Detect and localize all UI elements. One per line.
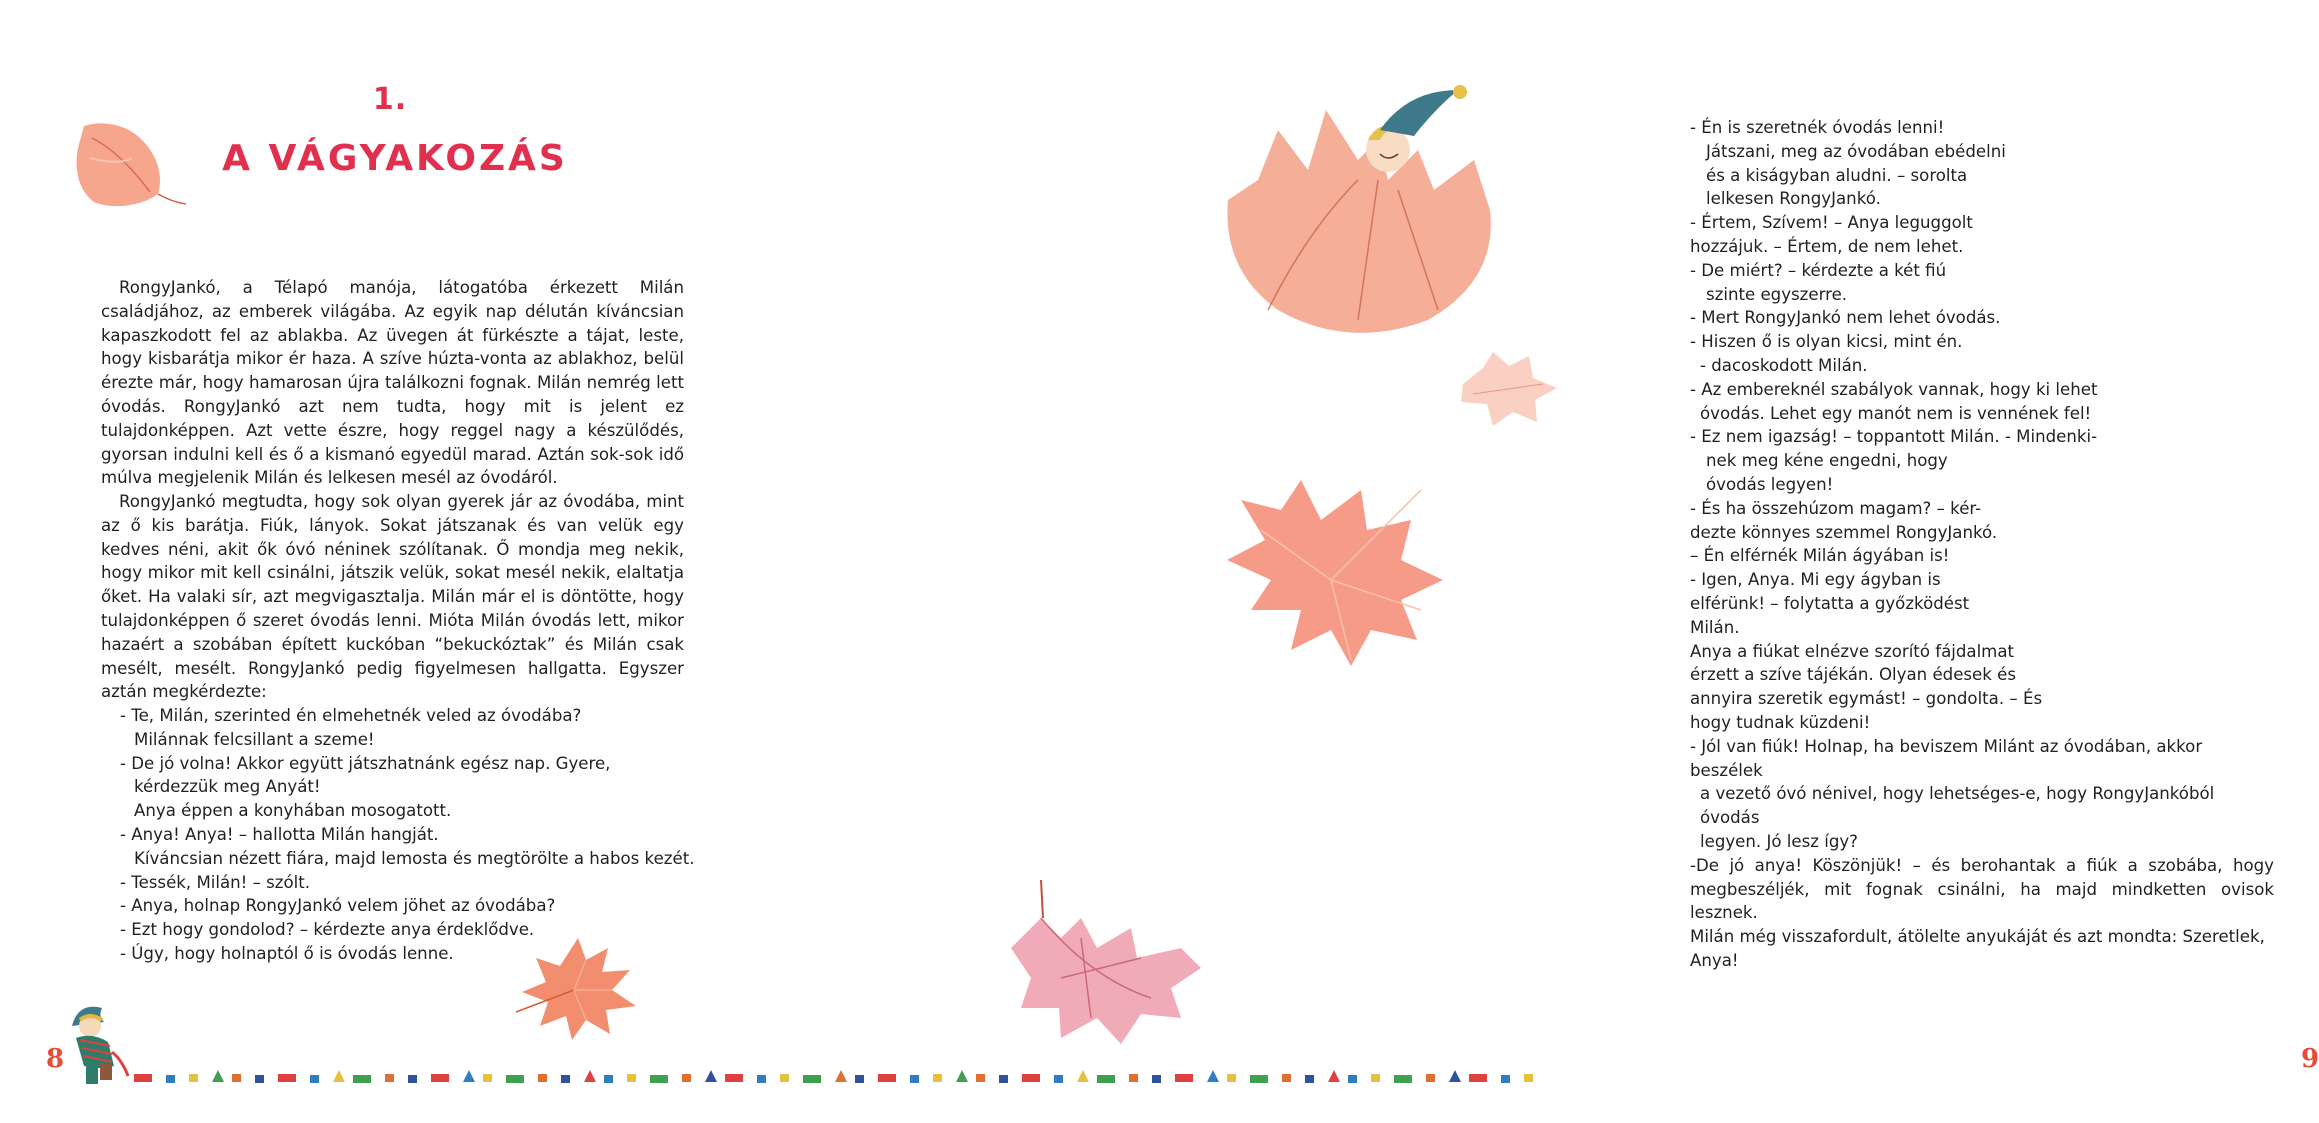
border-block (134, 1074, 152, 1082)
dialog-line: - Igen, Anya. Mi egy ágyban is (1690, 570, 1941, 590)
dialog-line: - Én is szeretnék óvodás lenni! (1690, 118, 1945, 137)
border-block (682, 1074, 691, 1082)
border-block (1054, 1075, 1063, 1083)
border-block (976, 1074, 985, 1082)
border-block (385, 1074, 394, 1082)
border-block (353, 1075, 371, 1083)
dialog-line: legyen. Jó lesz így? (1700, 831, 1858, 851)
border-block (189, 1074, 198, 1082)
border-block (604, 1075, 613, 1083)
story-paragraph-1: RongyJankó, a Télapó manója, látogatóba érkezett Milán családjához, az emberek világába. Az egyik nap délután kíváncsian kapaszkodott fel az ablakba. Az üvegen át fürkészte a tájat, leste, hogy kisbarátja mikor ér haza. A szíve húzta-vonta az ablakhoz, belül érezte már, hogy hamarosan újra találkozni fognak. Milán nemrég lett óvodás. RongyJankó azt nem tudta, hogy mit is jelent ez tulajdonképpen. Azt vette észre, hogy reggel nagy a készülődés, gyorsan indulni kell és ő a kismanó egyedül marad. Aztán sok-sok idő múlva megjelenik Milán és lelkesen mesél az óvodáról. (101, 278, 684, 488)
dialog-line: lelkesen RongyJankó. (1706, 189, 1881, 209)
dialog-line: elférünk! – folytatta a győzködést (1690, 593, 1970, 613)
border-block (1227, 1074, 1236, 1082)
dialog-line: megbeszéljék, mit fognak csinálni, ha majd mindketten ovisok lesznek. (1690, 879, 2274, 923)
border-block (538, 1074, 547, 1082)
maple-leaf-illustration-large-right (1221, 470, 1451, 670)
border-block (1469, 1074, 1487, 1082)
dialog-line: Milán még visszafordult, átölelte anyukáját és azt mondta: Szeretlek, Anya! (1690, 927, 2265, 970)
dialog-line: óvodás. Lehet egy manót nem is vennének fel! (1700, 403, 2092, 423)
dialog-line: - Anya, holnap RongyJankó velem jöhet az óvodába? (120, 896, 556, 916)
border-block (506, 1075, 524, 1083)
dialog-list-right (1690, 116, 2274, 973)
border-block (166, 1075, 175, 1083)
dialog-line: Milán. (1690, 617, 1740, 637)
gnome-character-illustration (58, 996, 140, 1090)
chapter-title: A VÁGYAKOZÁS (222, 138, 568, 179)
border-block (1207, 1070, 1219, 1082)
border-block (1426, 1074, 1435, 1082)
border-block (1305, 1075, 1314, 1083)
border-block (835, 1070, 847, 1082)
border-block (561, 1075, 570, 1083)
border-block (1328, 1070, 1340, 1082)
dialog-line: nek meg kéne engedni, hogy (1706, 451, 1948, 471)
gnome-in-leaf-illustration (1208, 70, 1508, 340)
border-block (705, 1070, 717, 1082)
dialog-line: -De jó anya! Köszönjük! – és berohantak a fiúk a szobába, hogy (1690, 855, 2274, 875)
border-block (1282, 1074, 1291, 1082)
border-block (1152, 1075, 1161, 1083)
leaf-illustration-small-right (1453, 344, 1563, 430)
border-block (232, 1074, 241, 1082)
dialog-line: és a kiságyban aludni. – sorolta (1706, 165, 1968, 185)
dialog-line: - És ha összehúzom magam? – kér- (1690, 498, 1982, 518)
dialog-line: Anya a fiúkat elnézve szorító fájdalmat (1690, 641, 2015, 661)
dialog-line: - Te, Milán, szerinted én elmehetnék veled az óvodába? (120, 706, 582, 725)
border-block (725, 1074, 743, 1082)
border-block (1371, 1074, 1380, 1082)
border-block (1022, 1074, 1040, 1082)
border-block (483, 1074, 492, 1082)
leaf-illustration-top-left (72, 118, 190, 214)
dialog-line: - Úgy, hogy holnaptól ő is óvodás lenne. (120, 943, 454, 963)
dialog-line: hozzájuk. – Értem, de nem lehet. (1690, 236, 1964, 256)
dialog-line: - Tessék, Milán! – szólt. (120, 872, 311, 892)
dialog-line: - dacoskodott Milán. (1700, 355, 1868, 375)
dialog-line: Milánnak felcsillant a szeme! (134, 729, 375, 749)
border-block (255, 1075, 264, 1083)
dialog-line: - Ezt hogy gondolod? – kérdezte anya érdeklődve. (120, 920, 535, 940)
chapter-number: 1. (372, 82, 408, 117)
dialog-line: hogy tudnak küzdeni! (1690, 712, 1871, 732)
border-block (780, 1074, 789, 1082)
dialog-line: a vezető óvó nénivel, hogy lehetséges-e, hogy RongyJankóból óvodás (1700, 784, 2215, 828)
border-block (956, 1070, 968, 1082)
border-block (1077, 1070, 1089, 1082)
dialog-line: - Ez nem igazság! – toppantott Milán. - Mindenki- (1690, 427, 2098, 447)
border-block (803, 1075, 821, 1083)
border-block (1250, 1075, 1268, 1083)
dialog-line: - Mert RongyJankó nem lehet óvodás. (1690, 308, 2001, 328)
dialog-line: annyira szeretik egymást! – gondolta. – És (1690, 689, 2043, 709)
dialog-line: - Értem, Szívem! – Anya leguggolt (1690, 213, 1973, 233)
dialog-line: - De jó volna! Akkor együtt játszhatnánk egész nap. Gyere, kérdezzük meg Anyát! (120, 753, 611, 797)
story-paragraph-2: RongyJankó megtudta, hogy sok olyan gyerek jár az óvodába, mint az ő kis barátja. Fiúk, lányok. Sokat játszanak és van velük egy kedves néni, akit ők óvó néninek szólítanak. Ő mondja meg nekik, hogy mikor mit kell csinálni, játszik velük, sokat mesél nekik, elaltatja őket. Ha valaki sír, azt megvigasztalja. Milán már el is döntötte, hogy tulajdonképpen ő szeret óvodás lenni. Mióta Milán óvodás lett, mikor hazaért a szobában épített kuckóban “bekuckóztak” és Milán csak mesélt, mesélt. RongyJankó pedig figyelmesen hallgatta. Egyszer aztán megkérdezte: (101, 492, 684, 702)
dialog-list-left (118, 704, 698, 966)
decorative-block-border (130, 1060, 1550, 1090)
dialog-line: szinte egyszerre. (1706, 284, 1848, 304)
left-page (0, 0, 793, 1123)
dialog-line: – Én elférnék Milán ágyában is! (1690, 546, 1950, 566)
falling-leaf-illustration-bottom (1001, 878, 1211, 1048)
border-block (1097, 1075, 1115, 1083)
dialog-line: - Hiszen ő is olyan kicsi, mint én. (1690, 332, 1963, 352)
border-block (212, 1070, 224, 1082)
page-number-left: 8 (46, 1044, 65, 1074)
border-block (431, 1074, 449, 1082)
border-block (933, 1074, 942, 1082)
border-block (310, 1075, 319, 1083)
border-block (627, 1074, 636, 1082)
dialog-line: Játszani, meg az óvodában ebédelni (1706, 141, 2006, 161)
border-block (463, 1070, 475, 1082)
border-block (333, 1070, 345, 1082)
dialog-line: - Az embereknél szabályok vannak, hogy ki lehet (1690, 379, 2098, 399)
border-block (650, 1075, 668, 1083)
right-page (793, 0, 2319, 1123)
dialog-line: dezte könnyes szemmel RongyJankó. (1690, 522, 1998, 542)
block-border-shapes (134, 1070, 1533, 1083)
border-block (408, 1075, 417, 1083)
dialog-line: - De miért? – kérdezte a két fiú (1690, 260, 1947, 280)
border-block (855, 1075, 864, 1083)
border-block (757, 1075, 766, 1083)
border-block (1394, 1075, 1412, 1083)
border-block (1524, 1074, 1533, 1082)
dialog-line: óvodás legyen! (1706, 474, 1834, 494)
border-block (584, 1070, 596, 1082)
border-block (1449, 1070, 1461, 1082)
border-block (1129, 1074, 1138, 1082)
border-block (1501, 1075, 1510, 1083)
dialog-line: érzett a szíve tájékán. Olyan édesek és (1690, 665, 2016, 685)
page-number-right: 9 (2301, 1044, 2319, 1074)
border-block (1175, 1074, 1193, 1082)
dialog-line: Kíváncsian nézett fiára, majd lemosta és megtörölte a habos kezét. (134, 848, 695, 868)
border-block (1348, 1075, 1357, 1083)
border-block (278, 1074, 296, 1082)
border-block (999, 1075, 1008, 1083)
border-block (878, 1074, 896, 1082)
border-block (910, 1075, 919, 1083)
dialog-line: - Jól van fiúk! Holnap, ha beviszem Milánt az óvodában, akkor beszélek (1690, 736, 2203, 780)
dialog-line: - Anya! Anya! – hallotta Milán hangját. (120, 824, 439, 844)
dialog-line: Anya éppen a konyhában mosogatott. (134, 801, 452, 821)
maple-leaf-illustration-bottom (512, 930, 644, 1044)
